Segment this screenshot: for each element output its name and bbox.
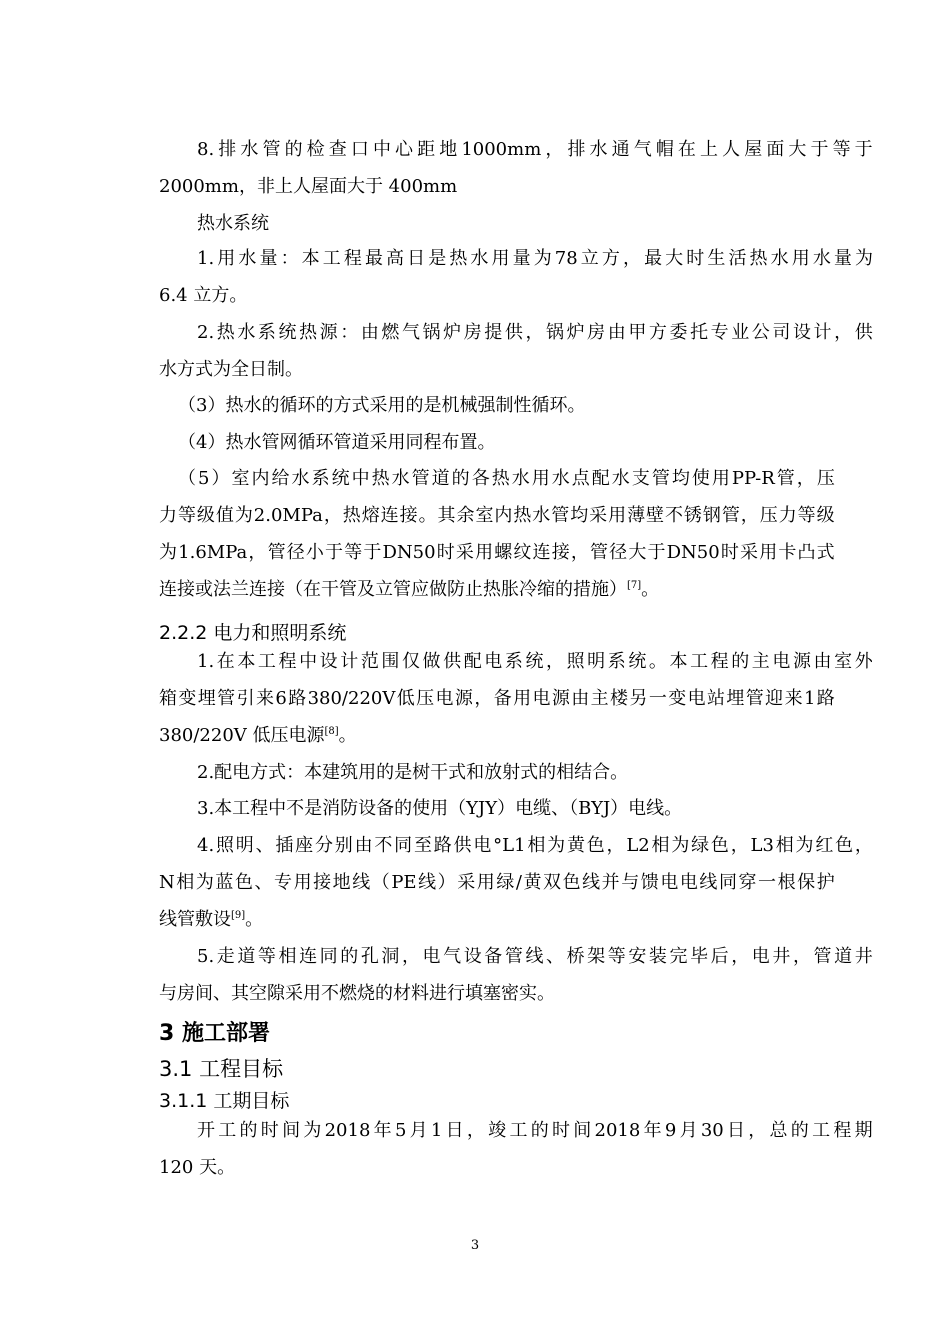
electric-item-5-line-1: 5. 走 道 等 相 连 同 的 孔 洞 ， 电 气 设 备 管 线 、 桥 架 等 安 装 完 毕 后 ， 电 井 ， 管 道 井: [197, 946, 873, 967]
section-heading-3-1-1: 3.1.1 工期目标: [159, 1090, 290, 1112]
hot-water-item-5-line-2: 力 等 级 值 为 2.0MPa ， 热 熔 连 接 。 其 余 室 内 热 水 管 均 采 用 薄 壁 不 锈 钢 管 ， 压 力 等 级: [159, 505, 835, 526]
hot-water-item-5-text: 连接或法兰连接（在干管及立管应做防止热胀冷缩的措施）: [159, 579, 627, 600]
schedule-line-1: 开 工 的 时 间 为 2018 年 5 月 1 日 ， 竣 工 的 时 间 2018 年 9 月 30 日 ， 总 的 工 程 期: [197, 1120, 873, 1141]
electric-item-1-text: 380/220V 低压电源: [159, 725, 325, 746]
paragraph-8-line-1: 8. 排 水 管 的 检 查 口 中 心 距 地 1000mm ， 排 水 通 气 帽 在 上 人 屋 面 大 于 等 于: [197, 139, 873, 160]
schedule-line-2: 120 天。: [159, 1157, 236, 1178]
hot-water-item-2-line-2: 水方式为全日制。: [159, 359, 303, 380]
section-heading-2-2-2: 2.2.2 电力和照明系统: [159, 622, 347, 644]
electric-item-4-line-1: 4. 照 明 、 插 座 分 别 由 不 同 至 路 供 电 °L1 相 为 黄 色 ， L2 相 为 绿 色 ， L3 相 为 红 色 ，: [197, 835, 873, 856]
electric-item-5-line-2: 与房间、其空隙采用不燃烧的材料进行填塞密实。: [159, 983, 555, 1004]
citation-8: [8]: [324, 726, 339, 737]
electric-item-4-line-3: [159, 909, 263, 931]
period: 。: [245, 909, 264, 930]
paragraph-8-line-2: 2000mm，非上人屋面大于 400mm: [159, 176, 458, 197]
period: 。: [641, 579, 660, 600]
electric-item-4-text: 线管敷设: [159, 909, 231, 930]
hot-water-item-1-line-2: 6.4 立方。: [159, 285, 248, 306]
electric-item-1-line-1: 1. 在 本 工 程 中 设 计 范 围 仅 做 供 配 电 系 统 ， 照 明 系 统 。 本 工 程 的 主 电 源 由 室 外: [197, 651, 873, 672]
electric-item-1-line-2: 箱 变 埋 管 引 来 6 路 380/220V 低 压 电 源 ， 备 用 电 源 由 主 楼 另 一 变 电 站 埋 管 迎 来 1 路: [159, 688, 835, 709]
chapter-heading-3: 3 施工部署: [159, 1021, 270, 1046]
hot-water-item-5-line-4: [159, 579, 659, 601]
period: 。: [338, 725, 357, 746]
hot-water-item-4: （4）热水管网循环管道采用同程布置。: [178, 432, 496, 453]
electric-item-4-line-2: N 相 为 蓝 色 、 专 用 接 地 线 （ PE 线 ） 采 用 绿 / 黄 双 色 线 并 与 馈 电 电 线 同 穿 一 根 保 护: [159, 872, 835, 893]
citation-7: [7]: [627, 580, 642, 591]
electric-item-3: 3.本工程中不是消防设备的使用（YJY）电缆、（BYJ）电线。: [197, 798, 683, 819]
hot-water-item-1-line-1: 1. 用 水 量 ： 本 工 程 最 高 日 是 热 水 用 量 为 78 立 方 ， 最 大 时 生 活 热 水 用 水 量 为: [197, 248, 873, 269]
hot-water-item-5-line-1: （ 5 ） 室 内 给 水 系 统 中 热 水 管 道 的 各 热 水 用 水 点 配 水 支 管 均 使 用 PP-R 管 ， 压: [178, 468, 835, 489]
electric-item-1-line-3: [159, 725, 357, 747]
hot-water-item-5-line-3: 为 1.6MPa ， 管 径 小 于 等 于 DN50 时 采 用 螺 纹 连 接 ， 管 径 大 于 DN50 时 采 用 卡 凸 式: [159, 542, 835, 563]
citation-9: [9]: [231, 910, 246, 921]
electric-item-2: 2.配电方式：本建筑用的是树干式和放射式的相结合。: [197, 762, 629, 783]
hot-water-system-title: 热水系统: [197, 213, 269, 234]
section-heading-3-1: 3.1 工程目标: [159, 1057, 284, 1081]
hot-water-item-2-line-1: 2. 热 水 系 统 热 源 ： 由 燃 气 锅 炉 房 提 供 ， 锅 炉 房 由 甲 方 委 托 专 业 公 司 设 计 ， 供: [197, 322, 873, 343]
page-number: 3: [470, 1238, 480, 1253]
hot-water-item-3: （3）热水的循环的方式采用的是机械强制性循环。: [178, 395, 586, 416]
